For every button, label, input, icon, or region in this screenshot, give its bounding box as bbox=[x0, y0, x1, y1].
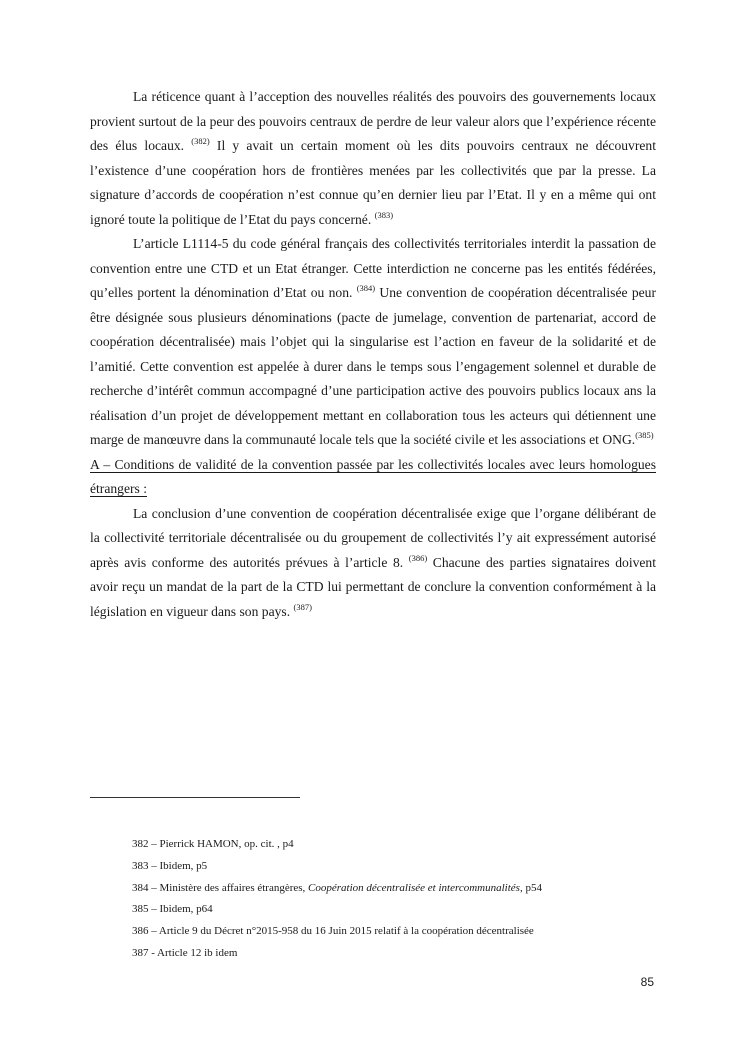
footnote-382: 382 – Pierrick HAMON, op. cit. , p4 bbox=[132, 838, 294, 850]
footnote-ref-387: (387) bbox=[293, 601, 312, 612]
paragraph-2 bbox=[90, 232, 656, 453]
page-number: 85 bbox=[640, 975, 654, 989]
paragraph-1-text-b: Il y avait un certain moment où les dits pouvoirs centraux ne découvrent l’existence d’une coopération hors de frontières menées par les collectivités que par la presse. La signature d’accords de coopération n’est connue qu’en dernier lieu par l’Etat. Il y en a même qui ont ignoré toute la politique de l’Etat du pays concerné. bbox=[90, 138, 656, 227]
paragraph-3-text-a: La conclusion d’une convention de coopération décentralisée exige que l’organe délibérant de la collectivité territoriale décentralisée ou du groupement de collectivités l’y ait expressément autorisé après avis conforme des autorités prévues à l’article 8. bbox=[90, 505, 656, 570]
body-text bbox=[90, 85, 656, 624]
paragraph-3 bbox=[90, 502, 656, 625]
footnote-ref-382: (382) bbox=[191, 136, 210, 146]
footnote-383: 383 – Ibidem, p5 bbox=[132, 859, 208, 872]
footnote-384 bbox=[132, 878, 542, 900]
section-heading: A – Conditions de validité de la convention passée par les collectivités locales avec leurs homologues étrangers : bbox=[90, 456, 656, 496]
footnote-384-pre: 384 – Ministère des affaires étrangères, bbox=[132, 881, 309, 894]
footnotes bbox=[132, 834, 542, 965]
footnote-ref-385: (385) bbox=[635, 430, 654, 440]
footnote-387: 387 - Article 12 ib idem bbox=[132, 946, 238, 959]
paragraph-1-text-a: La réticence quant à l’acception des nouvelles réalités des pouvoirs des gouvernements locaux provient surtout de la peur des pouvoirs centraux de perdre de leur valeur alors que l’expérience récente des élus locaux. bbox=[90, 89, 656, 153]
paragraph-1 bbox=[90, 85, 656, 232]
paragraph-2-text-a: L’article L1114-5 du code général français des collectivités territoriales interdit la passation de convention entre une CTD et un Etat étranger. Cette interdiction ne concerne pas les entités fédérées, qu’elles portent la dénomination d’Etat ou non. bbox=[90, 236, 656, 300]
footnote-separator bbox=[90, 797, 300, 798]
footnote-ref-386: (386) bbox=[408, 552, 428, 563]
paragraph-2-text-b: Une convention de coopération décentralisée peur être désignée sous plusieurs dénominations (pacte de jumelage, convention de partenariat, accord de coopération décentralisée) mais l’objet qui la singularise est l’action en faveur de la solidarité et de l’amitié. Cette convention est appelée à durer dans le temps sous l’engagement solennel et durable de recherche d’intérêt commun accompagné d’une participation active des pouvoirs publics locaux ans la réalisation d’un projet de développement mettant en collaboration tous les acteurs qui détiennent une marge de manœuvre dans la communauté locale tels que la société civile et les associations et ONG. bbox=[90, 285, 656, 447]
footnote-384-post: , p54 bbox=[519, 881, 542, 894]
footnote-ref-383: (383) bbox=[374, 209, 394, 220]
paragraph-3-text-b: Chacune des parties signataires doivent avoir reçu un mandat de la part de la CTD lui permettant de conclure la convention conformément à la législation en vigueur dans son pays. bbox=[90, 554, 657, 619]
footnote-385: 385 – Ibidem, p64 bbox=[132, 903, 213, 916]
footnote-ref-384: (384) bbox=[356, 283, 376, 293]
footnote-386: 386 – Article 9 du Décret n°2015-958 du 16 Juin 2015 relatif à la coopération décentralisée bbox=[132, 925, 534, 938]
footnote-384-title: Coopération décentralisée et intercommunalités bbox=[308, 881, 520, 894]
